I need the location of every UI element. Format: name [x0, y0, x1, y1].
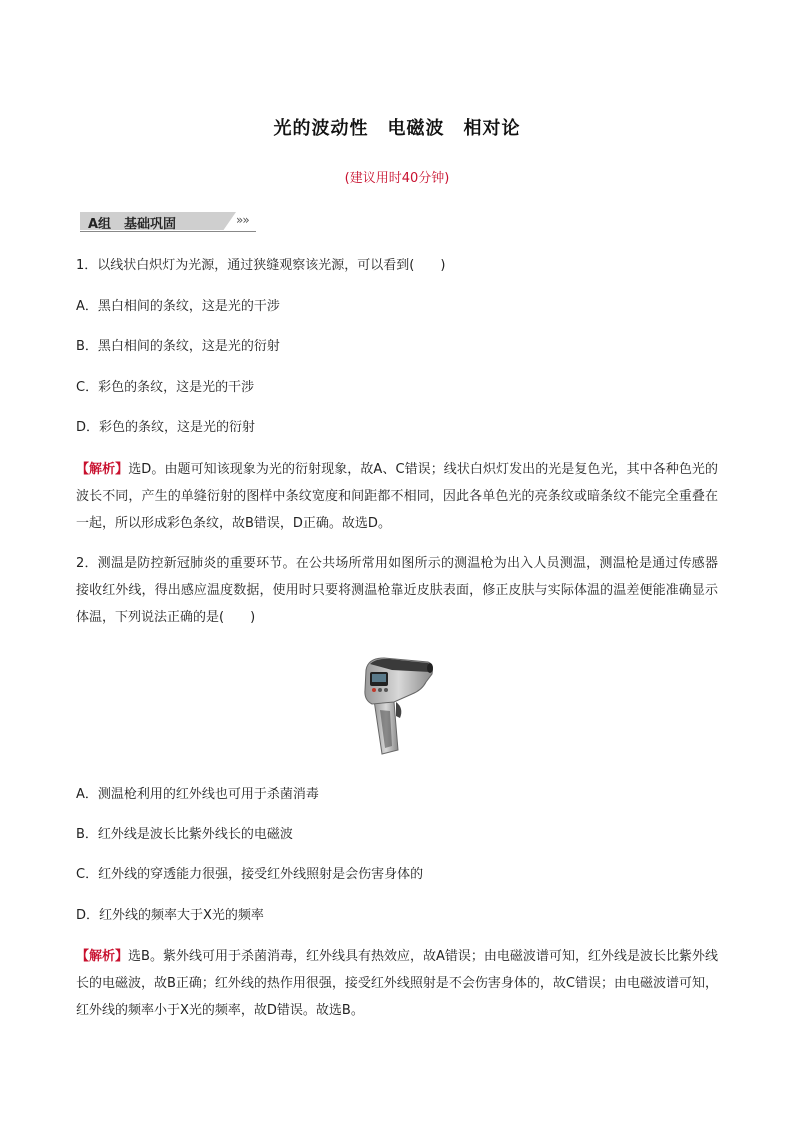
analysis-text: 选B。紫外线可用于杀菌消毒，红外线具有热效应，故A错误；由电磁波谱可知，红外线是波长比紫外线长的电磁波，故B正确；红外线的热作用很强，接受红外线照射是不会伤害身体的，故C错误；由电磁波谱可知，红外线的频率小于X光的频率，故D错误。故选B。 [76, 949, 718, 1018]
question-2-analysis [76, 943, 718, 1024]
q2-option-a: A．测温枪利用的红外线也可用于杀菌消毒 [76, 787, 319, 802]
q1-option-a: A．黑白相间的条纹，这是光的干涉 [76, 299, 280, 314]
q2-option-c: C．红外线的穿透能力很强，接受红外线照射是会伤害身体的 [76, 867, 424, 882]
thermometer-gun-icon [356, 650, 436, 760]
question-2-stem: 2．测温是防控新冠肺炎的重要环节。在公共场所常用如图所示的测温枪为出入人员测温，测温枪是通过传感器接收红外线，得出感应温度数据，使用时只要将测温枪靠近皮肤表面，修正皮肤与实际体温的温差便能准确显示体温，下列说法正确的是( ) [76, 556, 718, 625]
q2-option-b: B．红外线是波长比紫外线长的电磁波 [76, 827, 293, 842]
question-1-analysis [76, 456, 718, 537]
analysis-tag: 【解析】 [76, 949, 129, 964]
question-1-stem: 1．以线状白炽灯为光源，通过狭缝观察该光源，可以看到( ) [76, 258, 446, 273]
q1-option-d: D．彩色的条纹，这是光的衍射 [76, 420, 256, 435]
analysis-text: 选D。由题可知该现象为光的衍射现象，故A、C错误；线状白炽灯发出的光是复色光，其中各种色光的波长不同，产生的单缝衍射的图样中条纹宽度和间距都不相同，因此各单色光的亮条纹或暗条纹不能完全重叠在一起，所以形成彩色条纹，故B错误，D正确。故选D。 [76, 462, 718, 531]
q2-option-d: D．红外线的频率大于X光的频率 [76, 908, 264, 923]
q1-option-c: C．彩色的条纹，这是光的干涉 [76, 380, 255, 395]
section-label: A组 基础巩固 [88, 217, 177, 232]
chevrons-icon: »» [236, 213, 249, 227]
q1-option-b: B．黑白相间的条纹，这是光的衍射 [76, 339, 280, 354]
page-title: 光的波动性 电磁波 相对论 [273, 118, 521, 139]
suggested-time: (建议用时40分钟) [344, 171, 450, 186]
section-banner [80, 210, 260, 232]
analysis-tag: 【解析】 [76, 462, 129, 477]
